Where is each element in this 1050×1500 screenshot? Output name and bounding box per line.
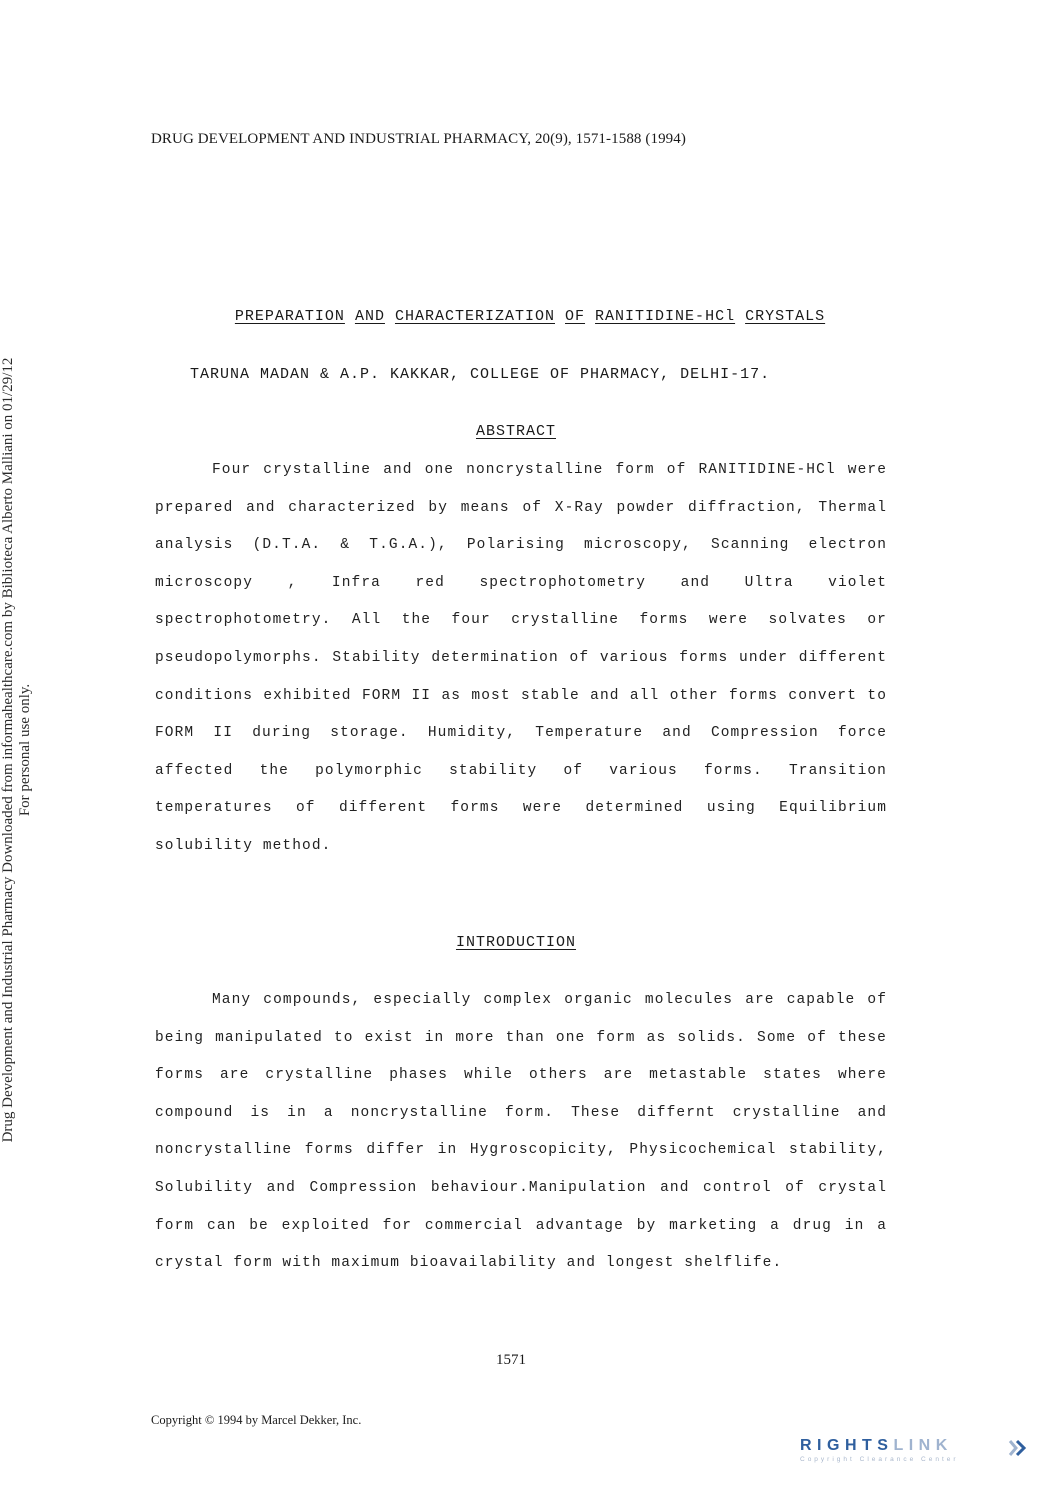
introduction-body — [155, 982, 887, 1283]
rightslink-arrow-icon — [1006, 1438, 1028, 1458]
watermark-line-1: Drug Development and Industrial Pharmacy Downloaded from informahealthcare.com by Biblioteca Alberto Malliani on 01/29/12 — [0, 357, 16, 1143]
article-title — [210, 308, 850, 325]
introduction-paragraph: Many compounds, especially complex organic molecules are capable of being manipulated to exist in more than one form as solids. Some of these forms are crystalline phases while others are metastable states where compound is in a noncrystalline form. These differnt crystalline and noncrystalline forms differ in Hygroscopicity, Physicochemical stability, Solubility and Compression behaviour.Manipulation and control of crystal form can be exploited for commercial advantage by marketing a drug in a crystal form with maximum bioavailability and longest shelflife. — [155, 992, 887, 1272]
title-word: RANITIDINE-HCl — [595, 308, 736, 325]
title-word: CHARACTERIZATION — [394, 308, 555, 325]
abstract-body — [155, 452, 887, 866]
rightslink-rights-text: RIGHTS — [800, 1437, 894, 1454]
title-word: PREPARATION — [234, 308, 345, 325]
abstract-paragraph: Four crystalline and one noncrystalline form of RANITIDINE-HCl were prepared and characterized by means of X-Ray powder diffraction, Thermal analysis (D.T.A. & T.G.A.), Polarising microscopy, Scanning electron microscopy , Infra red spectrophotometry and Ultra violet spectrophotometry. All the four crystalline forms were solvates or pseudopolymorphs. Stability determination of various forms under different conditions exhibited FORM II as most stable and all other forms convert to FORM II during storage. Humidity, Temperature and Compression force affected the polymorphic stability of various forms. Transition temperatures of different forms were determined using Equilibrium solubility method. — [155, 462, 887, 854]
page-number: 1571 — [496, 1352, 526, 1368]
copyright-notice: Copyright © 1994 by Marcel Dekker, Inc. — [151, 1413, 362, 1427]
journal-header: DRUG DEVELOPMENT AND INDUSTRIAL PHARMACY, 20(9), 1571-1588 (1994) — [151, 131, 686, 147]
rightslink-logo[interactable] — [800, 1437, 1030, 1471]
introduction-heading: INTRODUCTION — [455, 934, 577, 951]
watermark-line-2: For personal use only. — [17, 683, 33, 817]
download-watermark — [0, 358, 34, 1143]
rightslink-link-text: LINK — [893, 1437, 953, 1454]
abstract-heading: ABSTRACT — [475, 423, 556, 440]
title-word: OF — [565, 308, 586, 325]
rightslink-tagline: Copyright Clearance Center — [800, 1456, 959, 1463]
author-affiliation: TARUNA MADAN & A.P. KAKKAR, COLLEGE OF PHARMACY, DELHI-17. — [190, 366, 771, 383]
rightslink-wordmark — [800, 1437, 1030, 1455]
title-word: CRYSTALS — [745, 308, 826, 325]
title-word: AND — [354, 308, 385, 325]
